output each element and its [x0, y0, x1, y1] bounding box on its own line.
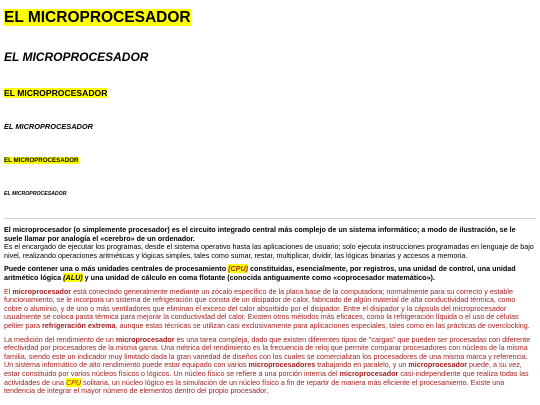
intro-lead: El microprocesador (o simplemente procesador) es el circuito integrado central más complejo de un sistema informático; a modo de ilustración, se le suele llamar por analogía el «cerebro» de un ordenador.	[4, 225, 516, 243]
heading-level-5	[4, 156, 79, 165]
cpu-text-c: y una unidad de cálculo en coma flotante (conocida antiguamente como «coprocesador matemático»).	[82, 272, 435, 282]
cpu-term: (CPU)	[228, 264, 249, 274]
performance-paragraph	[4, 336, 534, 396]
article-body	[4, 226, 534, 401]
heading-level-2: EL MICROPROCESADOR	[4, 50, 149, 64]
intro-paragraph	[4, 226, 534, 260]
heading-level-1-text: EL MICROPROCESADOR	[4, 9, 191, 26]
keyword-microprocesador: microprocesador	[339, 368, 399, 378]
heading-level-4: EL MICROPROCESADOR	[4, 122, 93, 131]
keyword-microprocesador: microprocesador	[12, 286, 72, 296]
heading-level-6: EL MICROPROCESADOR	[4, 191, 67, 197]
intro-body: Es el encargado de ejecutar los programas, desde el sistema operativo hasta las aplicaciones de usuario; solo ejecuta instrucciones programadas en lenguaje de bajo nivel, realizando operaciones aritméticas y lógicas simples, tales como sumar, restar, multiplicar, dividir, las lógicas binarias y accesos a memoria.	[4, 242, 534, 260]
keyword-microprocesadores: microprocesadores	[248, 360, 316, 370]
cpu-paragraph	[4, 265, 534, 282]
cpu-term-inline: CPU	[65, 377, 82, 387]
keyword-microprocesador: microprocesador	[115, 334, 175, 344]
heading-level-1	[4, 8, 191, 27]
cooling-text-b: está conectado generalmente mediante un zócalo específico de la placa base de la computadora; normalmente para su correcto y estable funcionamiento, se le incorpora un sistema de refrigeración que consta de un disipador de calor, fabricado de algún material de alta conductividad térmica, como cobre o aluminio, y de uno o más ventiladores que eliminan el exceso del calor absorbido por el disipador. Entre el disipador y la cápsula del microprocesador usualmente se coloca pasta térmica para mejorar la conductividad del calor. Existen otros métodos más eficaces, como la refrigeración líquida o el uso de células peltier para	[4, 286, 519, 330]
keyword-refrigeracion-extrema: refrigeración extrema	[41, 320, 116, 330]
cpu-text-a: Puede contener una o más unidades centrales de procesamiento	[4, 264, 229, 274]
perf-text-c: trabajando en paralelo, y un	[315, 360, 409, 370]
perf-text-b: es una tarea compleja, dado que existen diferentes tipos de "cargas" que pueden ser procesadas con diferente efectividad por procesadores de la misma gama. Una métrica del rendimiento es la frecuencia de reloj que permite comparar procesadores con núcleos de la misma familia, siendo este un indicador muy limitado dada la gran variedad de diseños con los cuales se comercializan los procesadores de una misma marca y referencia. Un sistema informático de alto rendimiento puede estar equipado con varios	[4, 334, 531, 370]
cooling-text-c: , aunque estas técnicas se utilizan casi exclusivamente para aplicaciones especiales, tales como en las prácticas de overclocking.	[115, 320, 530, 330]
perf-text-d: puede, a su vez, estar constituido por varios núcleos físicos o lógicos. Un núcleo físico se refiere a una porción interna del	[4, 360, 522, 378]
heading-level-5-text: EL MICROPROCESADOR	[4, 157, 79, 164]
horizontal-rule	[4, 218, 536, 219]
perf-text-e: casi-independiente que realiza todas las actividades de una	[4, 368, 529, 387]
cooling-paragraph	[4, 288, 534, 331]
cooling-text-a: El	[4, 286, 13, 296]
heading-level-3	[4, 88, 107, 99]
keyword-microprocesador: microprocesador	[408, 360, 468, 370]
perf-text-f: solitaria, un núcleo lógico es la simulación de un núcleo físico a fin de repartir de manera más eficiente el procesamiento. Existe una tendencia de integrar el mayor número de elementos dentro del propio procesador,	[4, 377, 505, 396]
cpu-text-b: constituidas, esencialmente, por registros, una unidad de control, una unidad aritmético lógica	[4, 264, 516, 282]
heading-level-3-text: EL MICROPROCESADOR	[4, 88, 108, 98]
perf-text-a: La medición del rendimiento de un	[4, 334, 116, 344]
alu-term: (ALU)	[63, 272, 83, 282]
